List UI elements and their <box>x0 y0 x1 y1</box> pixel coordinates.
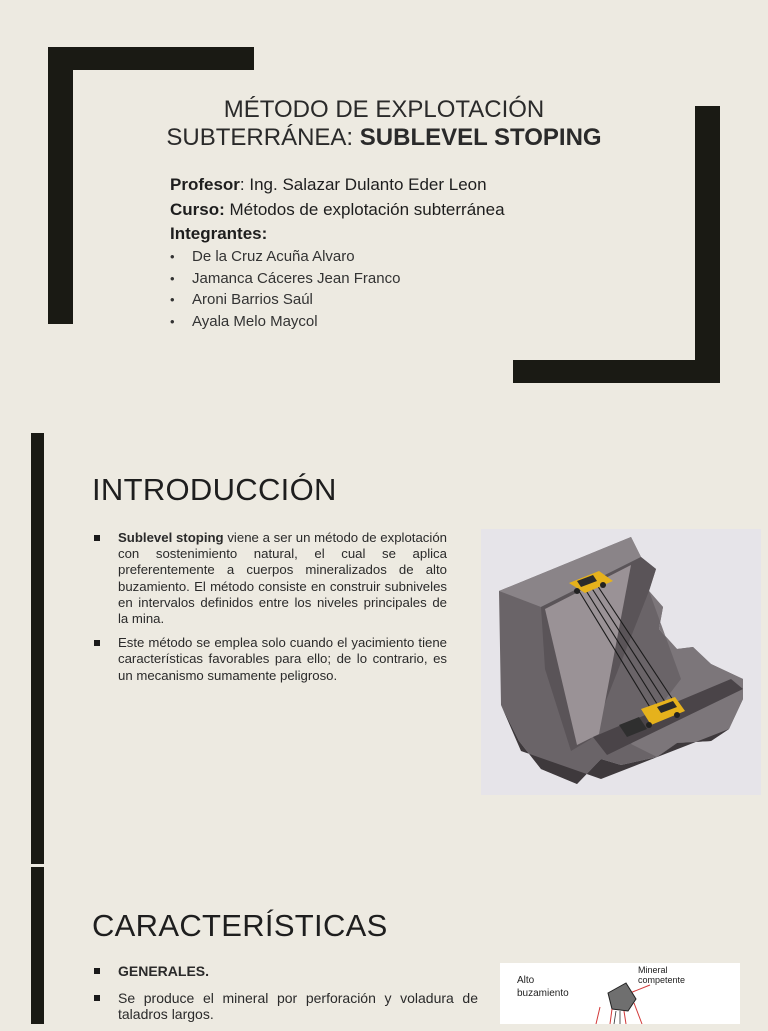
intro-bullets <box>94 530 447 692</box>
member-item: • Jamanca Cáceres Jean Franco <box>170 268 400 290</box>
features-accent-bar <box>31 867 44 1024</box>
presentation-title: MÉTODO DE EXPLOTACIÓN SUBTERRÁNEA: SUBLEVEL STOPING <box>166 96 602 151</box>
sublevel-stoping-illustration <box>481 529 761 795</box>
intro-bullet: Sublevel stoping viene a ser un método de explotación con sostenimiento natural, el cual se aplica preferentemente a cuerpos mineralizados de alto buzamiento. El método consiste en construir subniveles en intervalos definidos entre los niveles principales de la mina. <box>94 530 447 627</box>
integrantes-label: Integrantes: <box>170 224 268 243</box>
features-heading: CARACTERÍSTICAS <box>92 908 388 943</box>
member-item: • Ayala Melo Maycol <box>170 311 400 333</box>
high-dip-diagram <box>500 963 740 1024</box>
intro-heading: INTRODUCCIÓN <box>92 472 337 507</box>
diagram-label-competente: competente <box>638 975 686 985</box>
diagram-label-buzamiento: buzamiento <box>517 988 569 999</box>
diagram-label-mineral: Mineral <box>638 965 668 975</box>
intro-bullet: Este método se emplea solo cuando el yacimiento tiene características favorables para ello; de lo contrario, es un mecanismo sumamente peligroso. <box>94 635 447 684</box>
curso-line: Curso: Métodos de explotación subterránea <box>170 200 505 219</box>
ore-body-sketch <box>500 963 740 1024</box>
intro-accent-bar <box>31 433 44 864</box>
diagram-label-alto: Alto <box>517 975 535 986</box>
members-list <box>170 246 400 332</box>
features-bullet: Se produce el mineral por perforación y voladura de taladros largos. <box>94 990 478 1023</box>
features-bullets <box>94 963 478 1031</box>
member-item: • De la Cruz Acuña Alvaro <box>170 246 400 268</box>
features-bullet: GENERALES. <box>94 963 478 980</box>
member-item: • Aroni Barrios Saúl <box>170 289 400 311</box>
profesor-line: Profesor: Ing. Salazar Dulanto Eder Leon <box>170 175 487 194</box>
